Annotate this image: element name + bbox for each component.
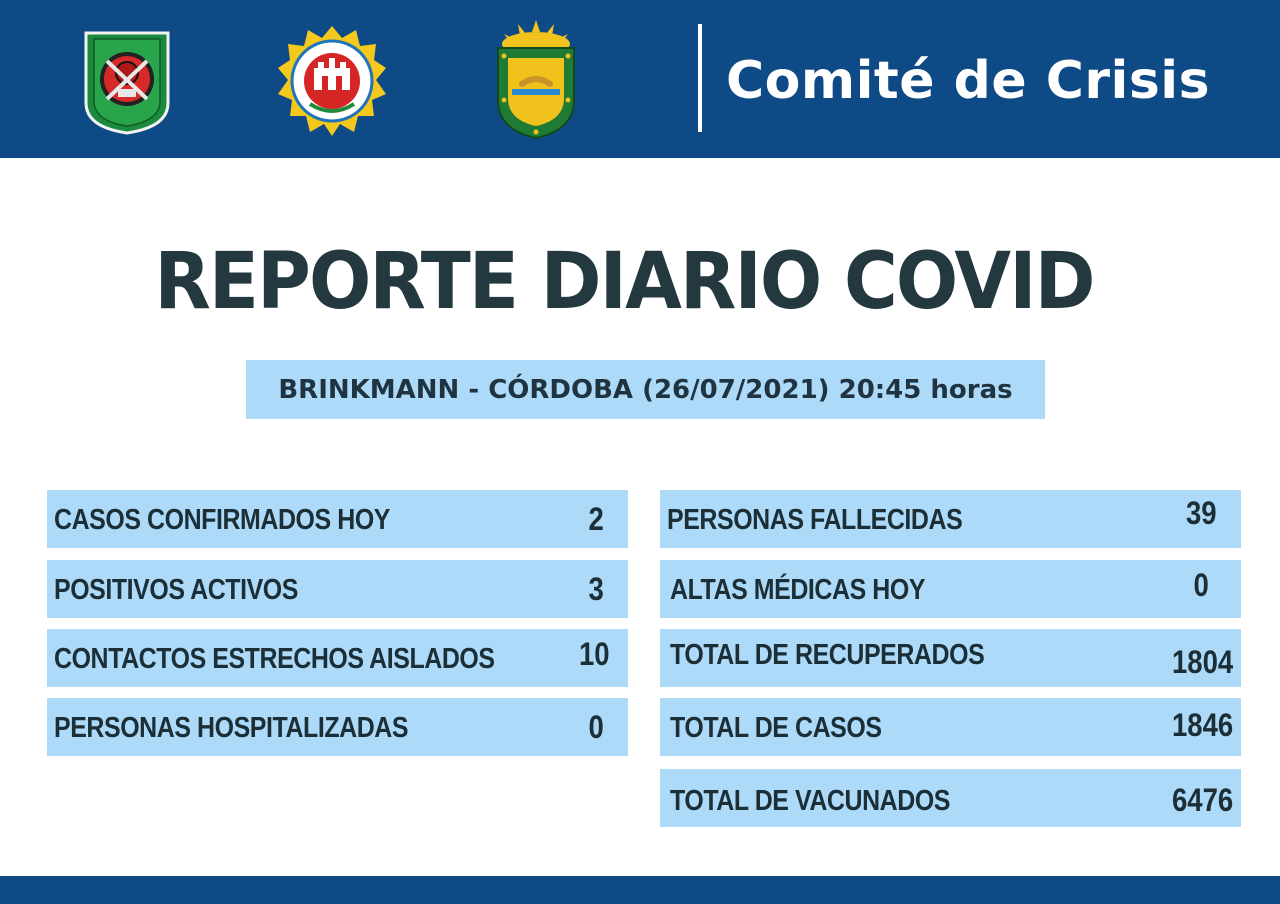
- stat-row-personas-hospitalizadas: [47, 698, 628, 756]
- stat-row-personas-fallecidas: [660, 490, 1241, 548]
- stat-value: 39: [1186, 495, 1217, 531]
- police-badge-icon: [276, 24, 388, 138]
- stat-value: 1804: [1171, 644, 1233, 680]
- stat-value: 2: [588, 501, 604, 537]
- stat-value: 6476: [1171, 782, 1233, 818]
- stat-label: CONTACTOS ESTRECHOS AISLADOS: [54, 643, 495, 675]
- stat-label: TOTAL DE VACUNADOS: [670, 785, 951, 817]
- stat-label: TOTAL DE CASOS: [670, 712, 882, 744]
- stat-row-contactos-estrechos-aislados: [47, 629, 628, 687]
- stat-label: CASOS CONFIRMADOS HOY: [54, 504, 390, 536]
- stat-label: ALTAS MÉDICAS HOY: [670, 574, 926, 606]
- stat-row-casos-confirmados-hoy: [47, 490, 628, 548]
- footer-bar: [0, 876, 1280, 904]
- stat-row-total-de-recuperados: [660, 629, 1241, 687]
- stat-label: POSITIVOS ACTIVOS: [54, 574, 298, 606]
- stat-value: 3: [588, 571, 604, 607]
- header-title: Comité de Crisis: [726, 51, 1211, 111]
- stat-row-altas-medicas-hoy: [660, 560, 1241, 618]
- stat-label: PERSONAS FALLECIDAS: [667, 504, 963, 536]
- header-banner: [0, 0, 1280, 158]
- stat-label: TOTAL DE RECUPERADOS: [670, 639, 985, 671]
- stat-value: 0: [1193, 567, 1209, 603]
- stat-value: 1846: [1171, 707, 1233, 743]
- municipal-coat-of-arms-icon: [494, 18, 578, 140]
- stat-value: 0: [588, 709, 604, 745]
- stat-row-total-de-casos: [660, 698, 1241, 756]
- report-title: REPORTE DIARIO COVID: [154, 237, 1094, 327]
- report-subtitle: BRINKMANN - CÓRDOBA (26/07/2021) 20:45 horas: [278, 374, 1013, 405]
- fire-department-badge-icon: [80, 27, 174, 135]
- stat-row-positivos-activos: [47, 560, 628, 618]
- stat-label: PERSONAS HOSPITALIZADAS: [54, 712, 409, 744]
- header-divider: [698, 24, 702, 132]
- stat-value: 10: [579, 636, 610, 672]
- stat-row-total-de-vacunados: [660, 769, 1241, 827]
- report-subtitle-box: [246, 360, 1045, 419]
